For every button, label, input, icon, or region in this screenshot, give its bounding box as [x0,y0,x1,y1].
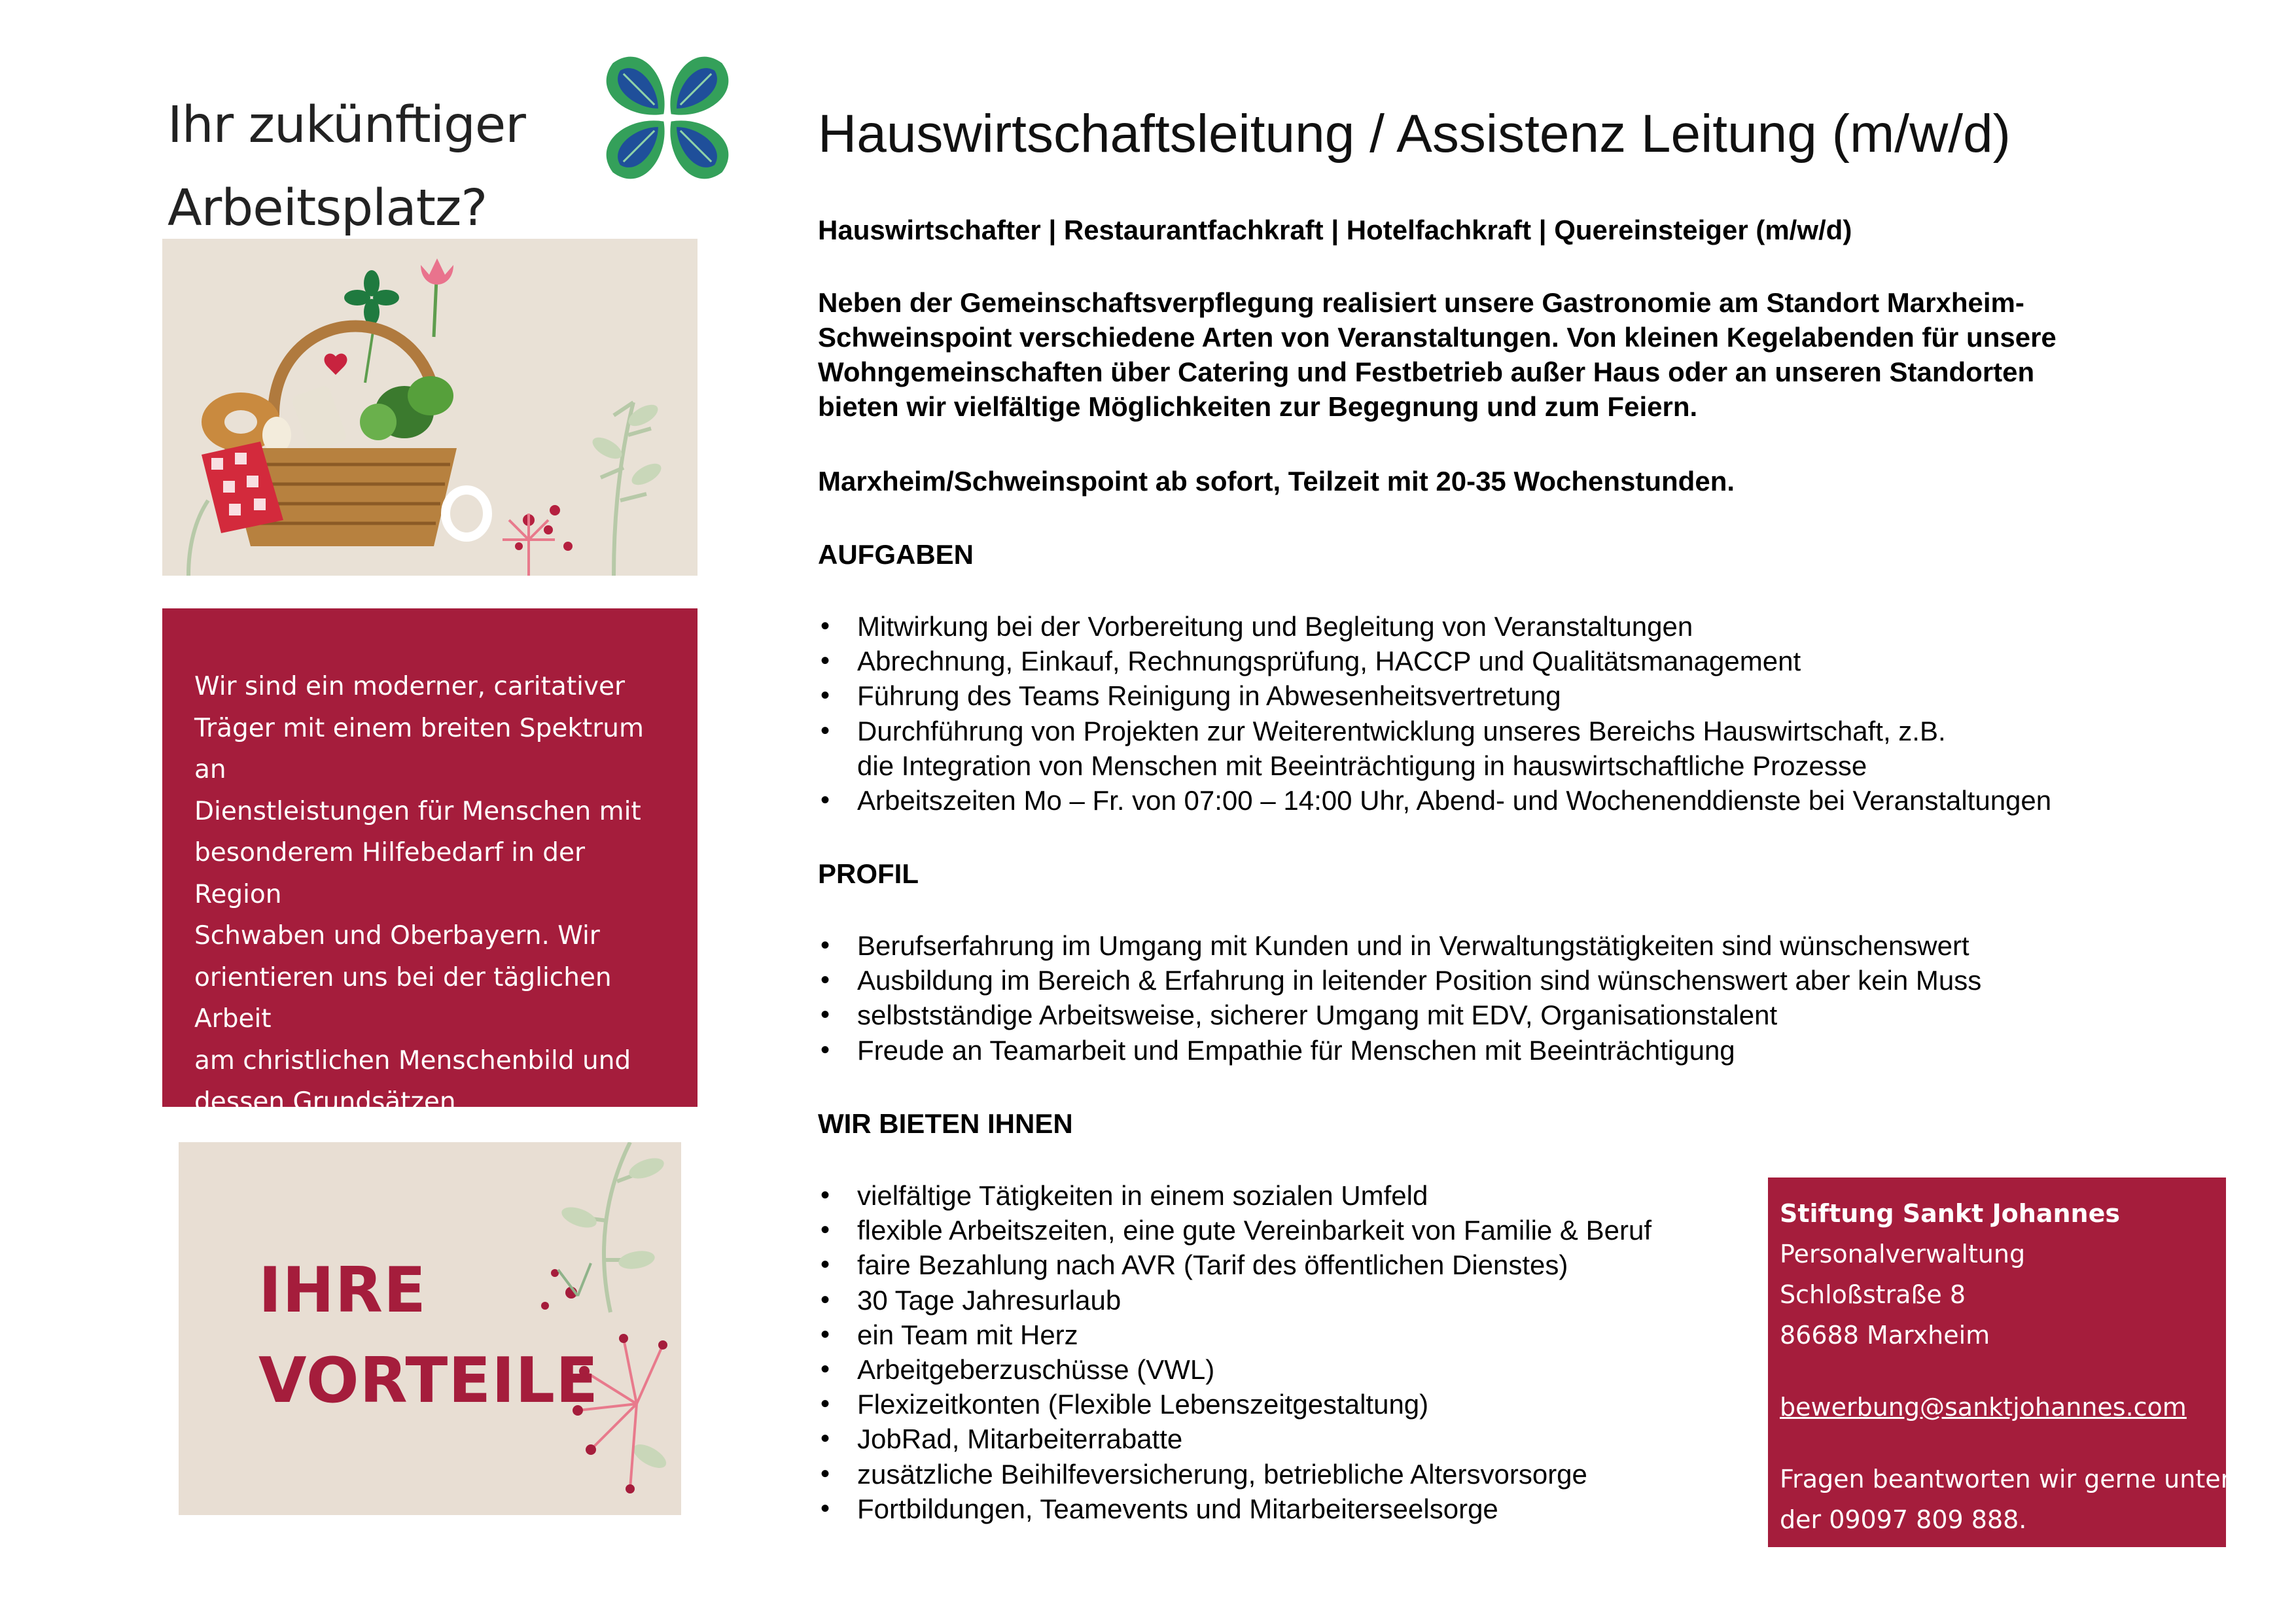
list-item: • Arbeitszeiten Mo – Fr. von 07:00 – 14:00 Uhr, Abend- und Wochenenddienste bei Veranstaltungen [818,783,2257,818]
list-item: • ein Team mit Herz [818,1318,1760,1352]
picnic-basket-image [162,239,698,576]
list-item: • zusätzliche Beihilfeversicherung, betriebliche Altersvorsorge [818,1457,1760,1492]
contact-city: 86688 Marxheim [1780,1321,1990,1350]
list-item: • Führung des Teams Reinigung in Abwesenheitsvertretung [818,678,2257,713]
vorteile-line-1: IHRE [258,1255,427,1327]
profil-list [818,928,2257,1068]
list-item: • 30 Tage Jahresurlaub [818,1283,1760,1318]
list-item: • flexible Arbeitszeiten, eine gute Vereinbarkeit von Familie & Beruf [818,1213,1760,1248]
list-item: • Durchführung von Projekten zur Weiterentwicklung unseres Bereichs Hauswirtschaft, z.B. die Integration von Menschen mit Beeinträchtigung in hauswirtschaftliche Prozesse [818,714,2257,783]
vorteile-line-2: VORTEILE [258,1345,599,1417]
intro-text [194,666,679,1123]
contact-street: Schloßstraße 8 [1780,1280,1966,1309]
bieten-list [818,1178,1760,1526]
clover-logo-icon [586,36,749,200]
intro-line: Dienstleistungen für Menschen mit [194,796,641,826]
list-item: • Fortbildungen, Teamevents und Mitarbeiterseelsorge [818,1492,1760,1526]
list-item-continuation: die Integration von Menschen mit Beeinträchtigung in hauswirtschaftliche Prozesse [857,750,1867,781]
job-location: Marxheim/Schweinspoint ab sofort, Teilzeit mit 20-35 Wochenstunden. [818,466,1735,497]
job-title: Hauswirtschaftsleitung / Assistenz Leitung (m/w/d) [818,104,2011,164]
contact-email-link[interactable]: bewerbung@sanktjohannes.com [1780,1393,2187,1422]
intro-line: Träger mit einem breiten Spektrum an [194,713,644,784]
aufgaben-list [818,609,2257,818]
headline-line-1: Ihr zukünftiger [168,96,525,154]
list-item: • Ausbildung im Bereich & Erfahrung in leitender Position sind wünschenswert aber kein Muss [818,963,2257,998]
list-item: • Mitwirkung bei der Vorbereitung und Begleitung von Veranstaltungen [818,609,2257,644]
intro-panel [162,608,698,1117]
contact-panel [1768,1178,2231,1547]
intro-line: besonderem Hilfebedarf in der Region [194,838,585,909]
intro-line: Schwaben und Oberbayern. Wir [194,921,600,951]
list-item: • selbstständige Arbeitsweise, sicherer Umgang mit EDV, Organisationstalent [818,998,2257,1032]
picnic-basket-illustration [162,239,698,576]
profil-heading: PROFIL [818,858,919,889]
list-item: • Berufserfahrung im Umgang mit Kunden und in Verwaltungstätigkeiten sind wünschenswert [818,928,2257,963]
job-intro [818,285,2244,424]
intro-line: am christlichen Menschenbild und [194,1045,631,1075]
bieten-heading: WIR BIETEN IHNEN [818,1108,1073,1139]
intro-line: Wir sind ein moderner, caritativer [194,672,626,701]
intro-line: dessen Grundsätzen. [194,1087,465,1117]
headline [168,84,586,250]
job-intro-line: Wohngemeinschaften über Catering und Festbetrieb außer Haus oder an unseren Standorten [818,357,2035,387]
job-intro-line: bieten wir vielfältige Möglichkeiten zur Begegnung und zum Feiern. [818,391,1698,422]
list-item: • Arbeitgeberzuschüsse (VWL) [818,1352,1760,1387]
contact-question-line-2: der 09097 809 888. [1780,1505,2027,1534]
list-item: • Freude an Teamarbeit und Empathie für Menschen mit Beeinträchtigung [818,1033,2257,1068]
vorteile-heading [258,1246,599,1426]
list-item: • Flexizeitkonten (Flexible Lebenszeitgestaltung) [818,1387,1760,1422]
intro-line: orientieren uns bei der täglichen Arbeit [194,962,612,1034]
list-item: • JobRad, Mitarbeiterrabatte [818,1422,1760,1456]
headline-line-2: Arbeitsplatz? [168,179,487,237]
list-item: • Abrechnung, Einkauf, Rechnungsprüfung, HACCP und Qualitätsmanagement [818,644,2257,678]
contact-question-line-1: Fragen beantworten wir gerne unter [1780,1465,2231,1493]
contact-department: Personalverwaltung [1780,1240,2026,1268]
job-intro-line: Schweinspoint verschiedene Arten von Veranstaltungen. Von kleinen Kegelabenden für unsere [818,322,2057,353]
job-intro-line: Neben der Gemeinschaftsverpflegung realisiert unsere Gastronomie am Standort Marxheim- [818,287,2024,318]
job-subtitle: Hauswirtschafter | Restaurantfachkraft | Hotelfachkraft | Quereinsteiger (m/w/d) [818,215,1852,245]
contact-org: Stiftung Sankt Johannes [1780,1199,2120,1228]
aufgaben-heading: AUFGABEN [818,539,974,570]
list-item: • vielfältige Tätigkeiten in einem sozialen Umfeld [818,1178,1760,1213]
vorteile-panel [179,1142,681,1515]
list-item: • faire Bezahlung nach AVR (Tarif des öffentlichen Dienstes) [818,1248,1760,1282]
